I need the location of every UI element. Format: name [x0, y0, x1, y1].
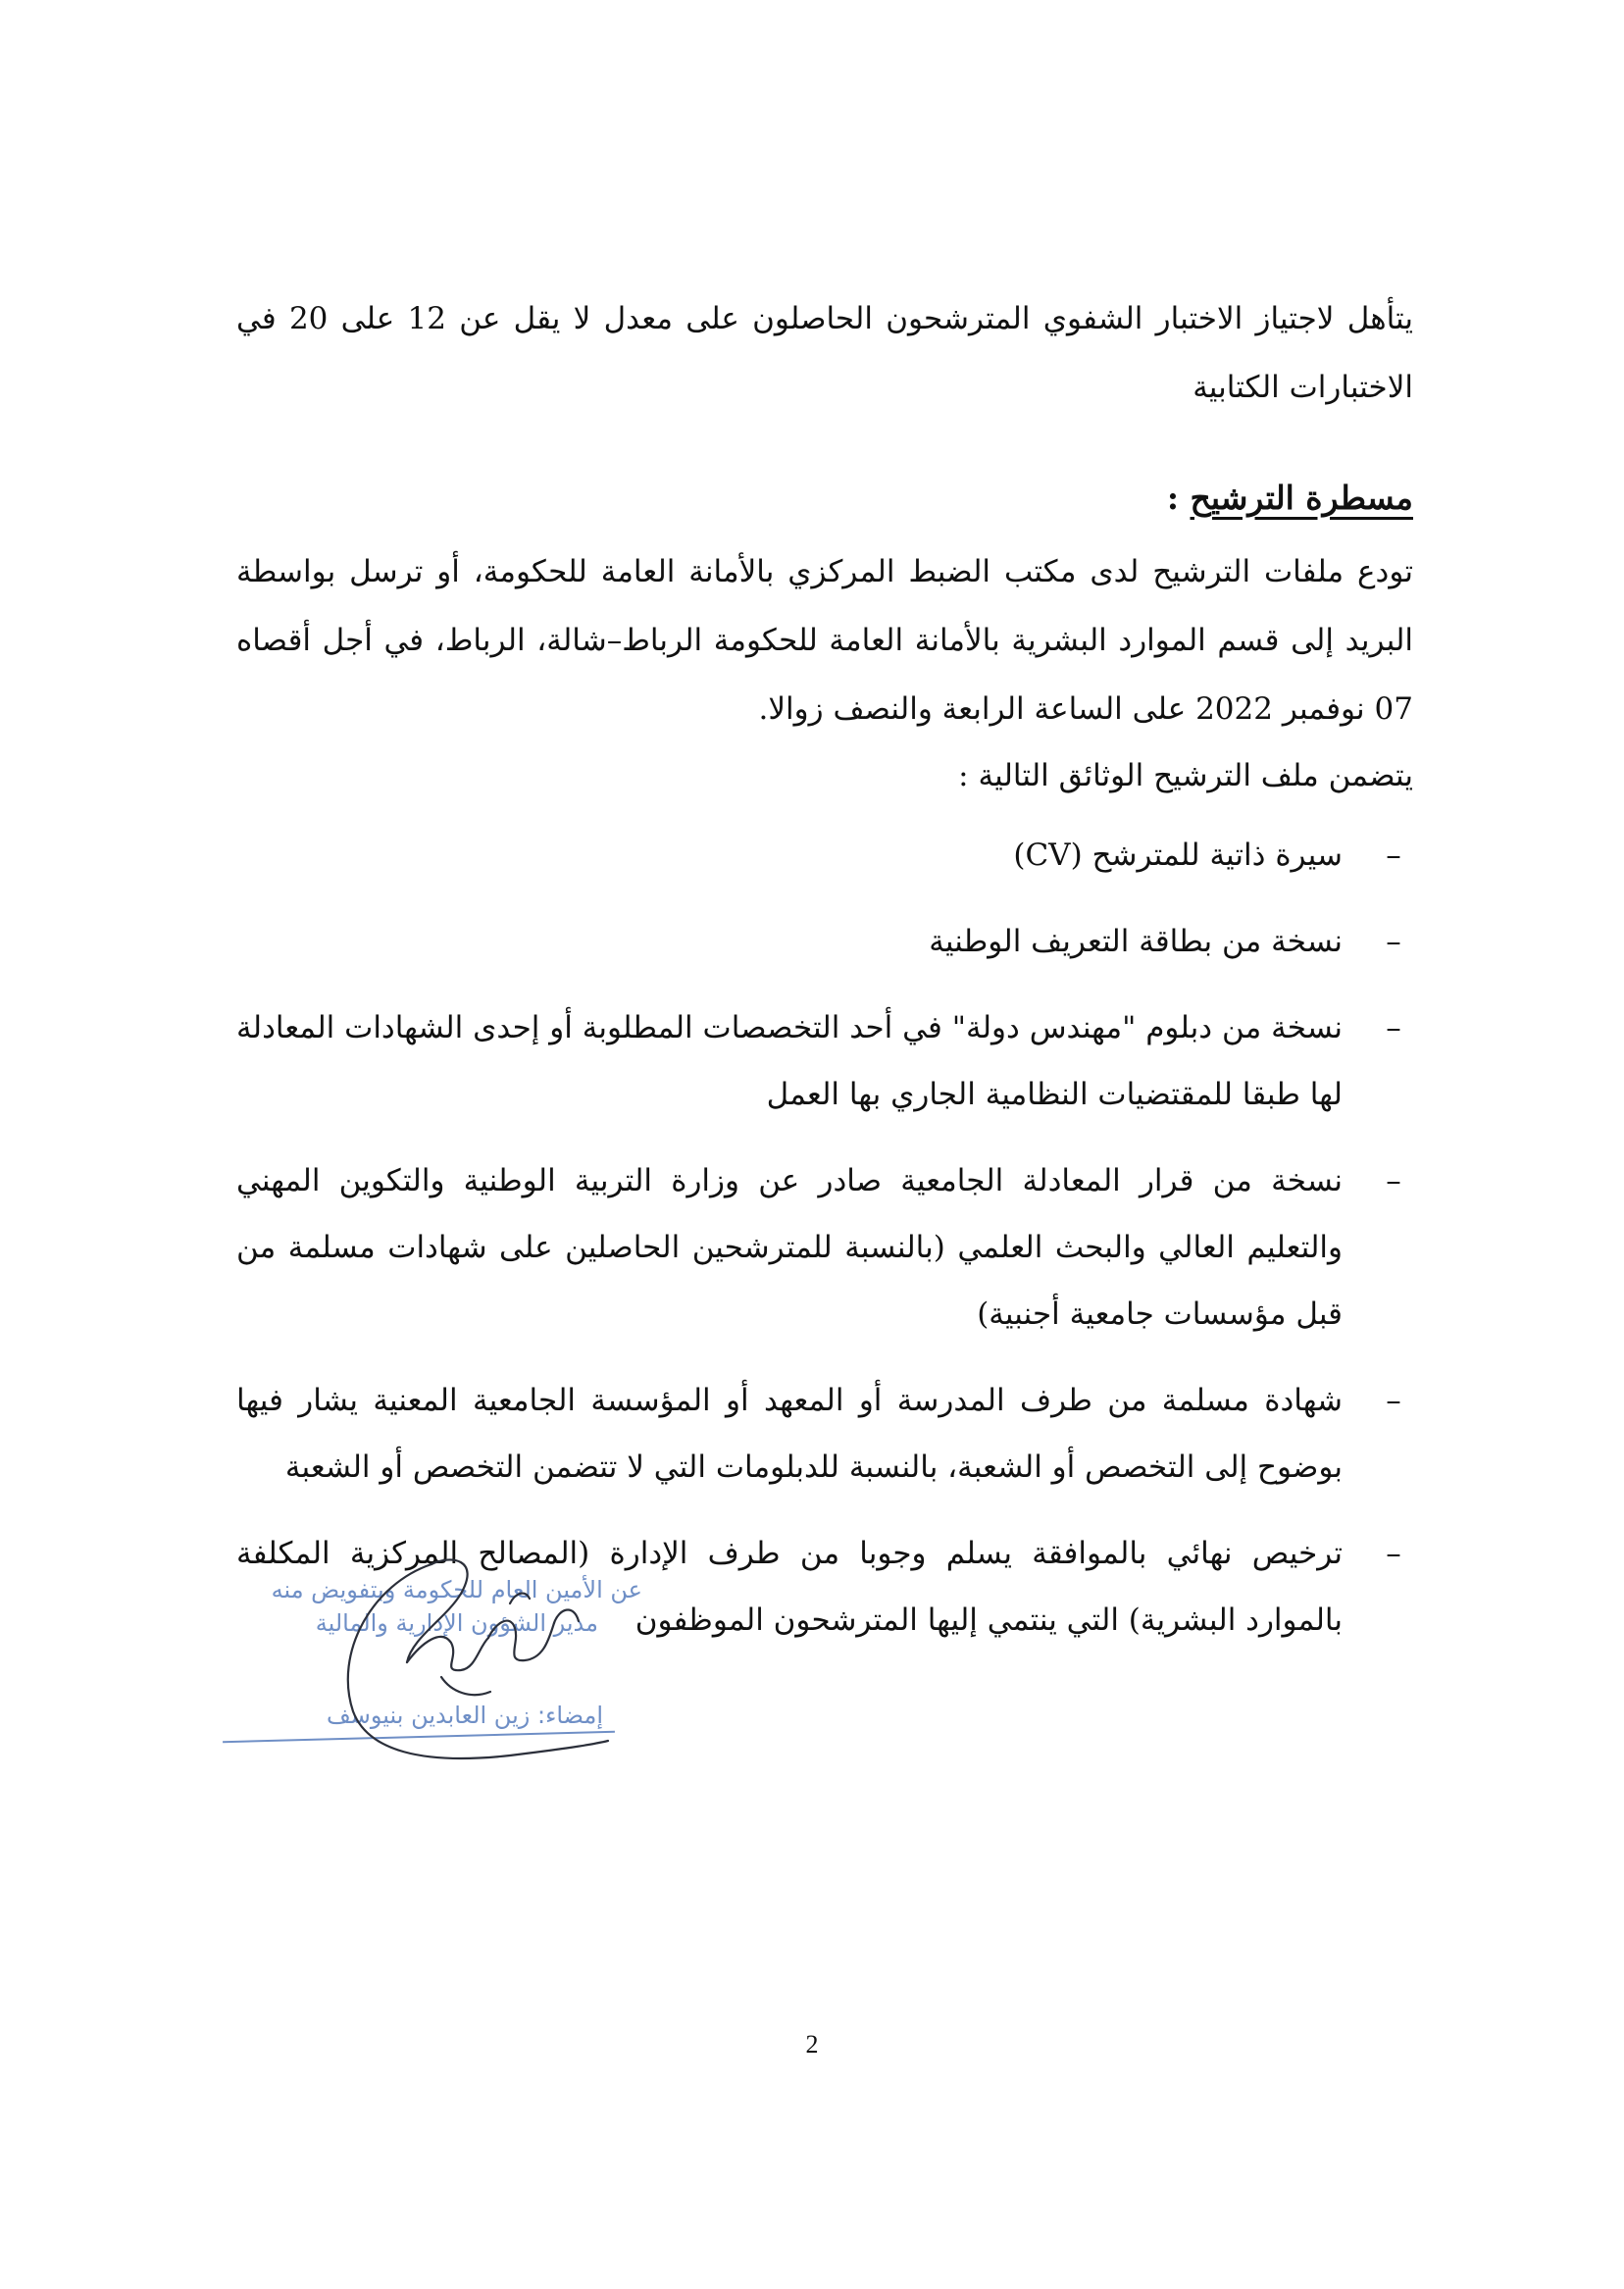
stamp-line-signatory: إمضاء: زين العابدين بنيوسف: [326, 1702, 603, 1729]
list-item: [236, 1367, 1413, 1501]
stamp-line-authority: عن الأمين العام للحكومة وبتفويض منه: [271, 1576, 642, 1603]
stamp-line-position: مدير الشؤون الإدارية والمالية: [315, 1609, 598, 1637]
list-item-text: ترخيص نهائي بالموافقة يسلم وجوبا من طرف الإدارة (المصالح المركزية المكلفة بالموارد البشرية) التي ينتمي إليها المترشحون الموظفون: [236, 1536, 1343, 1638]
list-item-text: شهادة مسلمة من طرف المدرسة أو المعهد أو المؤسسة الجامعية المعنية يشار فيها بوضوح إلى التخصص أو الشعبة، بالنسبة للدبلومات التي لا تتضمن التخصص أو الشعبة: [236, 1383, 1343, 1485]
application-procedure-paragraph: تودع ملفات الترشيح لدى مكتب الضبط المركزي بالأمانة العامة للحكومة، أو ترسل بواسطة البريد إلى قسم الموارد البشرية بالأمانة العامة للحكومة الرباط–شالة، الرباط، في أجل أقصاه 07 نوفمبر 2022 على الساعة الرابعة والنصف زوالا.: [236, 554, 1413, 727]
handwritten-signature: [314, 1545, 628, 1770]
list-dash: –: [1386, 1536, 1401, 1571]
section-heading-title: مسطرة الترشيح: [1190, 479, 1413, 517]
list-item: [236, 994, 1413, 1128]
list-item-text: نسخة من دبلوم "مهندس دولة" في أحد التخصصات المطلوبة أو إحدى الشهادات المعادلة لها طبقا للمقتضيات النظامية الجاري بها العمل: [236, 1010, 1343, 1112]
list-item: [236, 908, 1413, 975]
page-number: 2: [805, 2030, 819, 2059]
list-dash: –: [1386, 1383, 1401, 1418]
list-item-text: نسخة من بطاقة التعريف الوطنية: [929, 924, 1343, 959]
section-heading-colon: :: [1166, 479, 1191, 517]
oral-exam-eligibility-paragraph: يتأهل لاجتياز الاختبار الشفوي المترشحون الحاصلون على معدل لا يقل عن 12 على 20 في الاختبارات الكتابية: [236, 301, 1414, 405]
list-item: [236, 1147, 1413, 1348]
section-heading: [1167, 469, 1413, 528]
list-dash: –: [1386, 1010, 1401, 1045]
list-item-text: نسخة من قرار المعادلة الجامعية صادر عن وزارة التربية الوطنية والتكوين المهني والتعليم العالي والبحث العلمي (بالنسبة للمترشحين الحاصلين على شهادات مسلمة من قبل مؤسسات جامعية أجنبية): [236, 1163, 1343, 1332]
list-dash: –: [1386, 924, 1401, 959]
list-dash: –: [1386, 1163, 1401, 1198]
list-item: [236, 822, 1413, 889]
list-dash: –: [1386, 838, 1401, 873]
required-documents-intro: يتضمن ملف الترشيح الوثائق التالية :: [958, 758, 1413, 793]
list-item-text: سيرة ذاتية للمترشح (CV): [1013, 838, 1343, 873]
